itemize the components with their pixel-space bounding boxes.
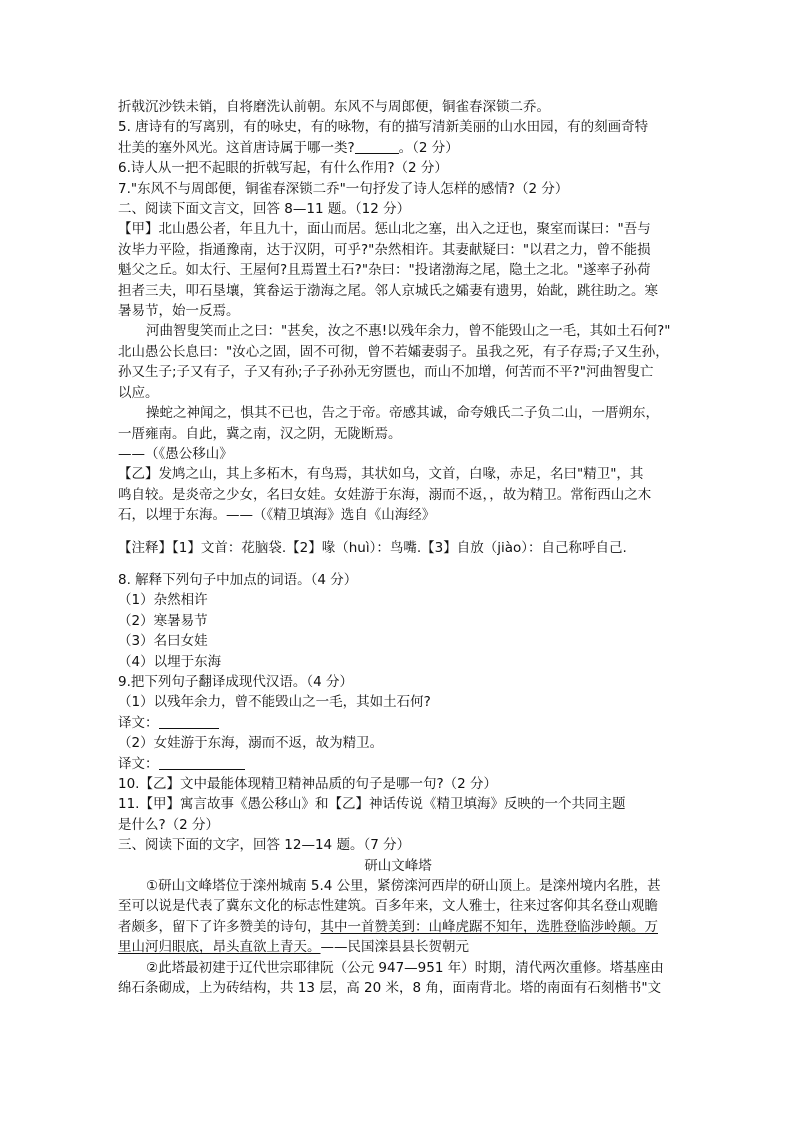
spacer (118, 526, 678, 538)
passage-yi-line: 石，以埋于东海。——（《精卫填海》选自《山海经》 (118, 507, 436, 524)
underlined-poem: 其中一首赞美到：山峰虎踞不知年，选胜登临涉岭颠。万 (320, 918, 658, 935)
underlined-poem: 里山河归眼底，昂头直欲上青天。 (118, 939, 321, 956)
article-text: 者颇多，留下了许多赞美的诗句， (118, 918, 321, 935)
passage-jia-line: 担者三夫，叩石垦壤，箕畚运于渤海之尾。邻人京城氏之孀妻有遗男，始龀，跳往助之。寒 (118, 282, 658, 299)
passage-jia-line: 以应。 (118, 384, 159, 401)
question-11-line-2: 是什么?（2 分） (118, 816, 220, 833)
question-5-score: 。（2 分） (398, 139, 459, 156)
question-8: 8. 解释下列句子中加点的词语。（4 分） (118, 571, 358, 588)
section-3-heading: 三、阅读下面的文字，回答 12—14 题。（7 分） (118, 837, 411, 854)
question-9: 9.把下列句子翻译成现代汉语。（4 分） (118, 673, 354, 690)
passage-jia-line: 暑易节，始一反焉。 (118, 303, 240, 320)
passage-jia-line: 魁父之丘。如太行、王屋何?且焉置土石?"杂曰："投诸渤海之尾，隐土之北。"遂率子孙荷 (118, 262, 651, 279)
section-2-heading: 二、阅读下面文言文，回答 8—11 题。（12 分） (118, 201, 411, 218)
passage-jia-line: 【甲】北山愚公者，年且九十，面山而居。惩山北之塞，出入之迂也，聚室而谋曰："吾与 (118, 221, 651, 238)
article-paragraph-line: ①研山文峰塔位于滦州城南 5.4 公里，紧傍滦河西岸的研山顶上。是滦州境内名胜，甚 (146, 878, 661, 895)
question-5-line-1: 5. 唐诗有的写离别，有的咏史，有的咏物，有的描写清新美丽的山水田园，有的刻画奇特 (118, 119, 649, 136)
passage-jia-line: 孙又生子;子又有子，子又有孙;子子孙孙无穷匮也，而山不加增，何苦而不平?"河曲智叟亡 (118, 364, 654, 381)
article-paragraph-line (118, 917, 678, 937)
passage-jia-line: 北山愚公长息曰："汝心之固，固不可彻，曾不若孀妻弱子。虽我之死，有子存焉;子又生孙， (118, 343, 669, 360)
spacer (118, 558, 678, 570)
answer-blank (159, 755, 245, 770)
question-9-item-1: （1）以残年余力，曾不能毁山之一毛，其如土石何? (118, 694, 431, 711)
article-paragraph-line: ②此塔最初建于辽代世宗耶律阮（公元 947—951 年）时期，清代两次重修。塔基座由 (146, 959, 664, 976)
question-10: 10.【乙】文中最能体现精卫精神品质的句子是哪一句?（2 分） (118, 776, 498, 792)
translation-label: 译文： (118, 714, 159, 731)
document-page (118, 97, 678, 998)
annotation-notes: 【注释】【1】文首：花脑袋.【2】喙（huì）：鸟嘴.【3】自放（jiào）：自己称呼自己. (118, 539, 627, 556)
passage-jia-source: ——（《愚公移山》 (118, 445, 233, 462)
question-8-item-2: （2）寒暑易节 (118, 612, 208, 629)
question-5-line-2 (118, 138, 678, 158)
translation-line-2 (118, 754, 678, 774)
answer-blank (159, 714, 219, 729)
question-7: 7."东风不与周郎便，铜雀春深锁二乔"一句抒发了诗人怎样的感情?（2 分） (118, 180, 569, 197)
passage-yi-line: 【乙】发鸠之山，其上多柘木，有鸟焉，其状如乌，文首，白喙，赤足，名曰"精卫"，其 (118, 466, 644, 483)
question-8-item-4: （4）以埋于东海 (118, 653, 222, 670)
passage-jia-line: 一厝雍南。自此，冀之南，汉之阴，无陇断焉。 (118, 425, 402, 442)
answer-blank (355, 139, 399, 154)
article-paragraph-line: 绵石条砌成，上为砖结构，共 13 层，高 20 米，8 角，面南背北。塔的南面有石刻楷书"文 (118, 980, 662, 997)
question-6: 6.诗人从一把不起眼的折戟写起，有什么作用?（2 分） (118, 160, 448, 177)
question-9-item-2: （2）女娃游于东海，溺而不返，故为精卫。 (118, 735, 384, 752)
question-5-text: 壮美的塞外风光。这首唐诗属于哪一类? (118, 139, 355, 156)
article-paragraph-line: 至可以说是代表了冀东文化的标志性建筑。百多年来，文人雅士，往来过客仰其名登山观瞻 (118, 898, 658, 915)
translation-label: 译文： (118, 755, 159, 772)
poem-last-lines: 折戟沉沙铁未销，自将磨洗认前朝。东风不与周郎便，铜雀春深锁二乔。 (118, 99, 550, 115)
passage-jia-line: 操蛇之神闻之，惧其不已也，告之于帝。帝感其诚，命夸娥氏二子负二山，一厝朔东， (146, 405, 659, 422)
article-paragraph-line (118, 937, 678, 957)
translation-line-1 (118, 713, 678, 733)
question-11-line-1: 11.【甲】寓言故事《愚公移山》和【乙】神话传说《精卫填海》反映的一个共同主题 (118, 796, 626, 813)
question-8-item-1: （1）杂然相许 (118, 592, 208, 609)
poem-author: ——民国滦县县长贺朝元 (320, 939, 469, 956)
passage-yi-line: 鸣自较。是炎帝之少女，名曰女娃。女娃游于东海，溺而不返，，故为精卫。常衔西山之木 (118, 486, 652, 503)
passage-jia-line: 汝毕力平险，指通豫南，达于汉阴，可乎?"杂然相许。其妻献疑曰："以君之力，曾不能损 (118, 241, 651, 258)
passage-jia-line: 河曲智叟笑而止之曰："甚矣，汝之不惠!以残年余力，曾不能毁山之一毛，其如土石何?" (146, 323, 671, 340)
article-title: 研山文峰塔 (364, 857, 432, 874)
question-8-item-3: （3）名曰女娃 (118, 633, 208, 650)
